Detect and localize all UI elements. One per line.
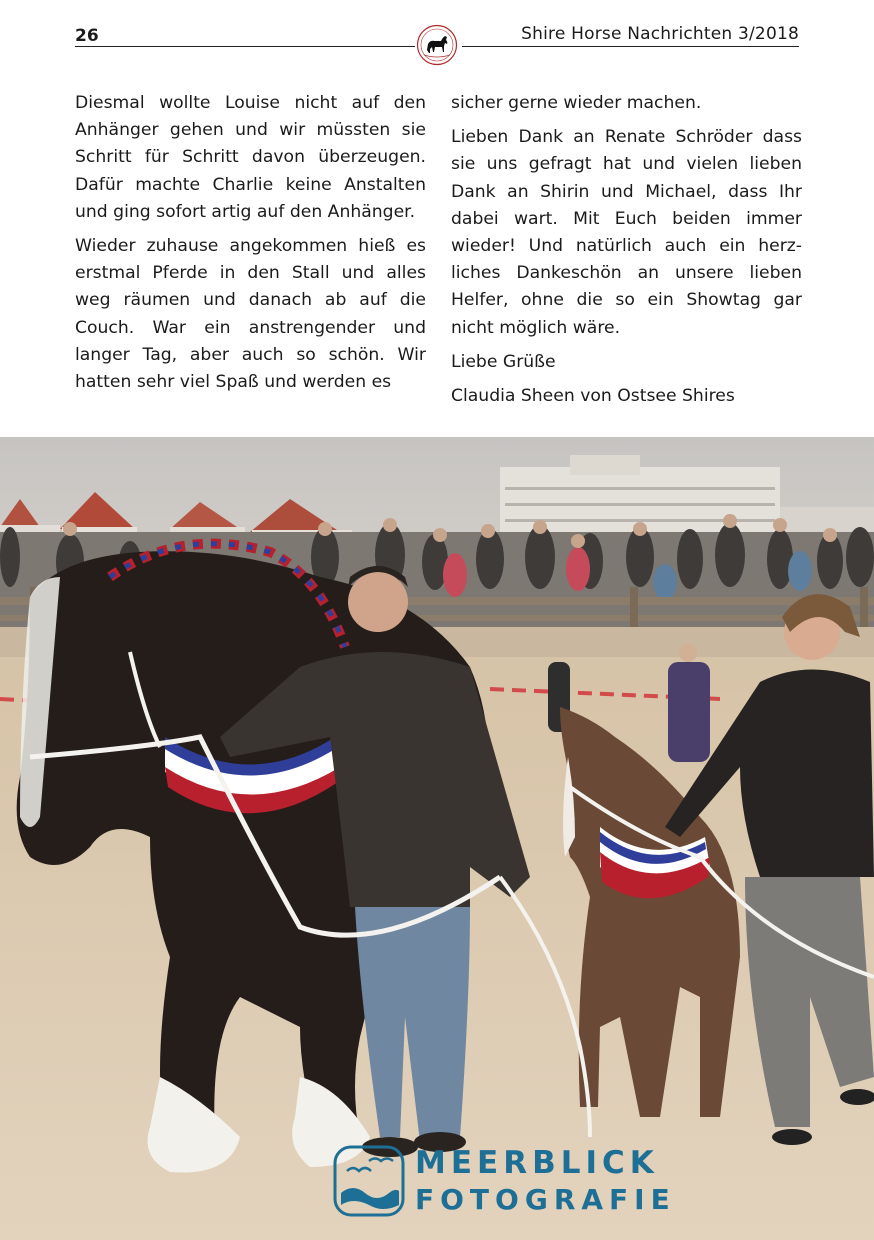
article-left-column: [75, 90, 426, 403]
shire-horse-club-emblem-icon: [416, 24, 458, 66]
show-photo: [0, 437, 874, 1240]
signature: Claudia Sheen von Ostsee Shires: [451, 386, 735, 407]
horse-show-illustration: [0, 437, 874, 1240]
page-number: 26: [75, 26, 99, 46]
paragraph: Wieder zuhause angekommen hieß es erstmal Pferde in den Stall und alles weg räumen und danach ab auf die Couch. War ein anstrengender und langer Tag, aber auch so schön. Wir hatten sehr viel Spaß und werden es: [75, 236, 426, 393]
logo-line-1: MEERBLICK: [415, 1145, 659, 1181]
article-right-column: [451, 90, 802, 417]
header-rule-right: [462, 46, 799, 47]
header-rule-left: [75, 46, 415, 47]
greeting: Liebe Grüße: [451, 351, 556, 372]
photographer-logo: [333, 1143, 733, 1223]
logo-line-2: FOTOGRAFIE: [415, 1183, 676, 1216]
magazine-title: Shire Horse Nachrichten 3/2018: [521, 24, 799, 44]
seagulls-waves-icon: [333, 1145, 405, 1217]
paragraph: Lieben Dank an Renate Schröder dass sie uns gefragt hat und vielen lieben Dank an Shirin und Michael, dass Ihr dabei wart. Mit Euch beiden immer wieder! Und natürlich auch ein herzliches Dankeschön an unsere lieben Helfer, ohne die so ein Showtag gar nicht möglich wäre.: [451, 127, 802, 338]
page-header: [0, 0, 874, 80]
paragraph: Diesmal wollte Louise nicht auf den Anhänger gehen und wir müssten sie Schritt für Schritt davon überzeugen. Dafür machte Charlie keine Anstalten und ging sofort artig auf den Anhänger.: [75, 93, 426, 222]
paragraph: sicher gerne wieder machen.: [451, 93, 702, 113]
